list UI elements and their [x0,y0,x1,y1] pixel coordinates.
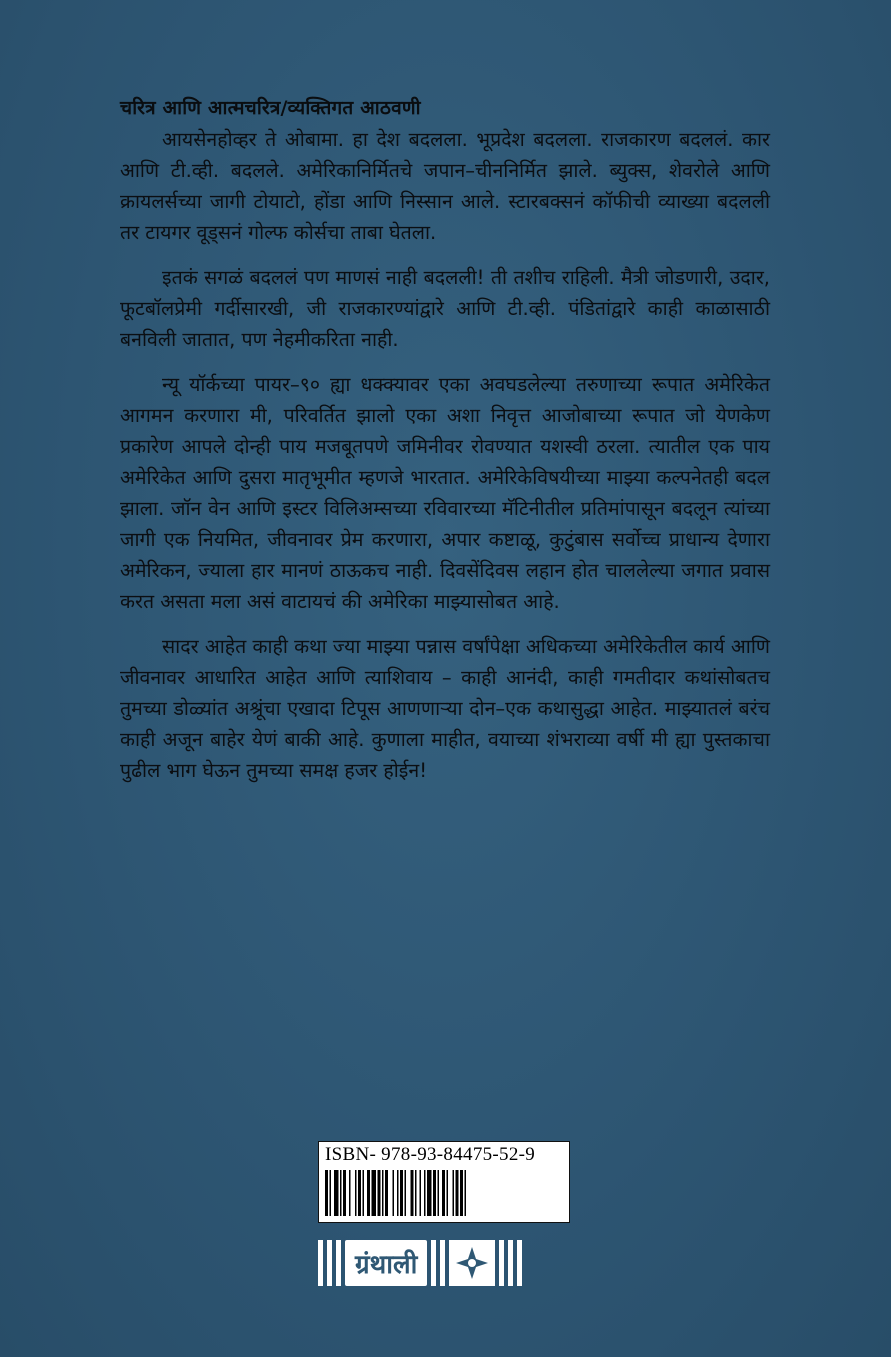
star-emblem-icon [449,1240,495,1286]
blurb-paragraph-4: सादर आहेत काही कथा ज्या माझ्या पन्नास वर्षांपेक्षा अधिकच्या अमेरिकेतील कार्य आणि जीवनावर आधारित आहेत आणि त्याशिवाय – काही आनंदी, काही गमतीदार कथांसोबतच तुमच्या डोळ्यांत अश्रूंचा एखादा टिपूस आणणाऱ्या दोन–एक कथासुद्धा आहेत. माझ्यातलं बरंच काही अजून बाहेर येणं बाकी आहे. कुणाला माहीत, वयाच्या शंभराव्या वर्षी मी ह्या पुस्तकाचा पुढील भाग घेऊन तुमच्या समक्ष हजर होईन! [120,635,770,782]
logo-right-bars [499,1240,522,1286]
isbn-number: ISBN- 978-93-84475-52-9 [325,1144,536,1165]
blurb-paragraph-3: न्यू यॉर्कच्या पायर–९० ह्या धक्क्यावर एका अवघडलेल्या तरुणाच्या रूपात अमेरिकेत आगमन करणारा मी, परिवर्तित झालो एका अशा निवृत्त आजोबाच्या रूपात जो येणकेण प्रकारेण आपले दोन्ही पाय मजबूतपणे जमिनीवर रोवण्यात यशस्वी ठरला. त्यातील एक पाय अमेरिकेत आणि दुसरा मातृभूमीत म्हणजे भारतात. अमेरिकेविषयीच्या माझ्या कल्पनेतही बदल झाला. जॉन वेन आणि इस्टर विलिअम्सच्या रविवारच्या मॅटिनीतील प्रतिमांपासून बदलून त्यांच्या जागी एक नियमित, जीवनावर प्रेम करणारा, अपार कष्टाळू, कुटुंबास सर्वोच्च प्राधान्य देणारा अमेरिकन, ज्याला हार मानणं ठाऊकच नाही. दिवसेंदिवस लहान होत चाललेल्या जगात प्रवास करत असता मला असं वाटायचं की अमेरिका माझ्यासोबत आहे. [120,373,771,613]
isbn-barcode-box [318,1141,570,1223]
publisher-name: ग्रंथाली [345,1240,427,1286]
publisher-logo [318,1238,568,1288]
blurb-text [120,124,770,800]
logo-middle-bars [431,1240,445,1286]
blurb-paragraph-1: आयसेनहोव्हर ते ओबामा. हा देश बदलला. भूप्रदेश बदलला. राजकारण बदललं. कार आणि टी.व्ही. बदलले. अमेरिकानिर्मितचे जपान–चीननिर्मित झाले. ब्युक्स, शेवरोले आणि क्रायलर्सच्या जागी टोयाटो, होंडा आणि निस्सान आले. स्टारबक्सनं कॉफीची व्याख्या बदलली तर टायगर वूड्सनं गोल्फ कोर्सचा ताबा घेतला. [120,128,770,244]
logo-left-bars [318,1240,341,1286]
barcode-graphic [325,1170,563,1216]
blurb-paragraph-2: इतकं सगळं बदललं पण माणसं नाही बदलली! ती तशीच राहिली. मैत्री जोडणारी, उदार, फूटबॉलप्रेमी गर्दीसारखी, जी राजकारण्यांद्वारे आणि टी.व्ही. पंडितांद्वारे काही काळासाठी बनविली जातात, पण नेहमीकरिता नाही. [120,266,770,351]
genre-heading: चरित्र आणि आत्मचरित्र/व्यक्तिगत आठवणी [120,97,421,119]
